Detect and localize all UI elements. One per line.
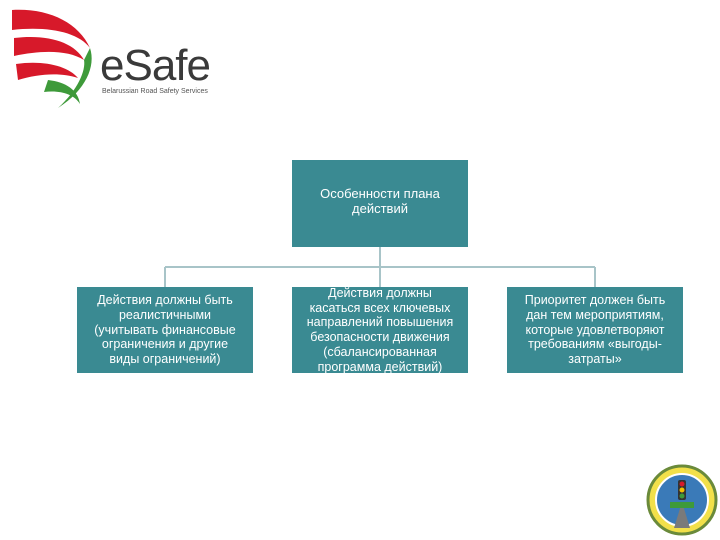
logo-tagline: Belarussian Road Safety Services bbox=[102, 88, 208, 95]
logo-wordmark: eSafe bbox=[100, 41, 210, 90]
child-node-balanced: Действия должны касаться всех ключевых направлений повышения безопасности движения (сбалансированная программа действий) bbox=[292, 287, 468, 373]
esafe-logo bbox=[8, 8, 218, 116]
child-node-realistic: Действия должны быть реалистичными (учитывать финансовые ограничения и другие виды ограничений) bbox=[77, 287, 253, 373]
road-safety-emblem-icon bbox=[646, 462, 718, 538]
child-node-cost-benefit: Приоритет должен быть дан тем мероприятиям, которые удовлетворяют требованиям «выгоды- затраты» bbox=[507, 287, 683, 373]
esafe-swoosh-icon bbox=[8, 8, 100, 116]
root-node: Особенности плана действий bbox=[292, 160, 468, 247]
